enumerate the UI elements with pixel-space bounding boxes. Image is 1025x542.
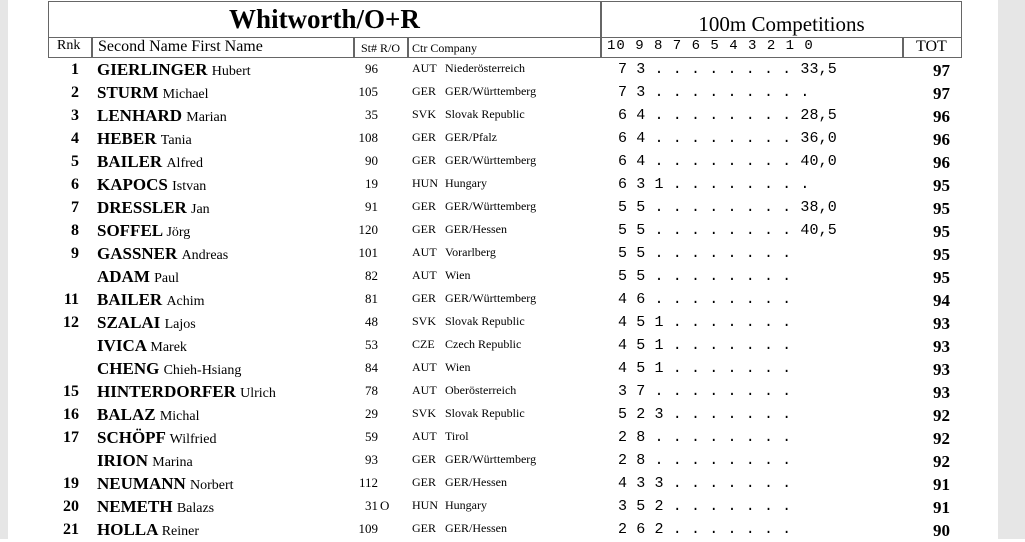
start-number: 19 [365, 176, 378, 191]
name-cell [97, 267, 179, 287]
title-box [48, 1, 601, 38]
start-number: 101 [358, 245, 378, 260]
total-cell: 95 [933, 245, 950, 264]
total-cell: 92 [933, 406, 950, 425]
rank-cell: 5 [71, 153, 79, 170]
first-name: Michal [159, 409, 200, 424]
header-rank-label: Rnk [57, 38, 81, 53]
vertical-scrollbar-track[interactable] [998, 0, 1025, 539]
first-name: Istvan [172, 179, 207, 194]
company-cell: GER/Hessen [445, 222, 507, 236]
last-name: IVICA [97, 336, 147, 355]
name-cell [97, 359, 241, 379]
start-number: 78 [365, 383, 378, 398]
start-number: 29 [365, 406, 378, 421]
name-cell [97, 451, 193, 471]
company-cell: Wien [445, 268, 471, 282]
last-name: ADAM [97, 267, 150, 286]
total-cell: 90 [933, 521, 950, 540]
shots-cell: 6 4 . . . . . . . . 40,0 [618, 153, 837, 170]
first-name: Ulrich [240, 386, 276, 401]
country-code: AUT [412, 61, 437, 75]
country-code: GER [412, 153, 436, 167]
company-cell: GER/Hessen [445, 475, 507, 489]
rank-cell: 21 [63, 521, 79, 538]
company-cell: GER/Württemberg [445, 153, 537, 167]
last-name: BALAZ [97, 405, 156, 424]
header-shots-label: 10 9 8 7 6 5 4 3 2 1 0 [607, 38, 814, 54]
last-name: HOLLA [97, 520, 158, 539]
rank-cell: 2 [71, 84, 79, 101]
shots-cell: 2 8 . . . . . . . . [618, 452, 792, 469]
total-cell: 93 [933, 383, 950, 402]
country-code: AUT [412, 360, 437, 374]
header-country-label: Ctr Company [412, 41, 477, 55]
header-shots [601, 38, 903, 58]
country-code: GER [412, 452, 436, 466]
rank-cell: 8 [71, 222, 79, 239]
name-cell [97, 198, 210, 218]
header-total [903, 38, 962, 58]
first-name: Hubert [211, 64, 251, 79]
last-name: SZALAI [97, 313, 161, 332]
last-name: SCHÖPF [97, 428, 166, 447]
last-name: IRION [97, 451, 149, 470]
country-code: AUT [412, 245, 437, 259]
company-cell: GER/Hessen [445, 521, 507, 535]
total-cell: 95 [933, 222, 950, 241]
table-row [8, 427, 998, 450]
company-cell: Wien [445, 360, 471, 374]
country-code: GER [412, 130, 436, 144]
first-name: Alfred [166, 156, 203, 171]
rank-cell: 1 [71, 61, 79, 78]
first-name: Paul [154, 271, 180, 286]
first-name: Chieh-Hsiang [163, 363, 242, 378]
name-cell [97, 83, 209, 103]
table-row [8, 128, 998, 151]
table-row [8, 381, 998, 404]
first-name: Achim [166, 294, 205, 309]
last-name: KAPOCS [97, 175, 168, 194]
start-number: 48 [365, 314, 378, 329]
shots-cell: 5 5 . . . . . . . . [618, 245, 792, 262]
first-name: Marek [150, 340, 187, 355]
last-name: NEUMANN [97, 474, 186, 493]
first-name: Marian [186, 110, 227, 125]
start-number: 91 [365, 199, 378, 214]
last-name: GIERLINGER [97, 60, 208, 79]
company-cell: GER/Württemberg [445, 84, 537, 98]
rank-cell: 4 [71, 130, 79, 147]
total-cell: 93 [933, 314, 950, 333]
total-cell: 93 [933, 337, 950, 356]
country-code: AUT [412, 268, 437, 282]
name-cell [97, 313, 196, 333]
first-name: Norbert [190, 478, 234, 493]
start-number: 93 [365, 452, 378, 467]
last-name: LENHARD [97, 106, 183, 125]
name-cell [97, 428, 216, 448]
rank-cell: 17 [63, 429, 79, 446]
start-number: 31 [365, 498, 378, 513]
name-cell [97, 290, 205, 310]
name-cell [97, 152, 203, 172]
table-row [8, 335, 998, 358]
last-name: GASSNER [97, 244, 178, 263]
name-cell [97, 106, 227, 126]
name-cell [97, 520, 199, 540]
last-name: STURM [97, 83, 159, 102]
first-name: Jörg [166, 225, 191, 240]
rank-cell: 9 [71, 245, 79, 262]
header-start [354, 38, 408, 58]
total-cell: 92 [933, 429, 950, 448]
country-code: HUN [412, 176, 438, 190]
name-cell [97, 497, 214, 517]
total-cell: 97 [933, 84, 950, 103]
country-code: GER [412, 222, 436, 236]
shots-cell: 7 3 . . . . . . . . 33,5 [618, 61, 837, 78]
last-name: HEBER [97, 129, 157, 148]
start-number: 53 [365, 337, 378, 352]
shots-cell: 3 5 2 . . . . . . . [618, 498, 792, 515]
country-code: GER [412, 199, 436, 213]
shots-cell: 5 5 . . . . . . . . 40,5 [618, 222, 837, 239]
country-code: GER [412, 291, 436, 305]
competition-box [601, 1, 962, 38]
header-start-label: St# R/O [361, 41, 401, 55]
table-row [8, 266, 998, 289]
start-number: 81 [365, 291, 378, 306]
company-cell: GER/Württemberg [445, 199, 537, 213]
table-row [8, 358, 998, 381]
name-cell [97, 474, 234, 494]
table-row [8, 404, 998, 427]
rank-cell: 12 [63, 314, 79, 331]
header-name-label: Second Name First Name [98, 38, 263, 55]
company-cell: Oberösterreich [445, 383, 517, 397]
country-code: GER [412, 84, 436, 98]
start-number: 112 [358, 475, 378, 490]
total-cell: 95 [933, 268, 950, 287]
shots-cell: 3 7 . . . . . . . . [618, 383, 792, 400]
rank-cell: 11 [63, 291, 79, 308]
table-row [8, 105, 998, 128]
first-name: Andreas [181, 248, 229, 263]
header-total-label: TOT [916, 38, 947, 55]
total-cell: 92 [933, 452, 950, 471]
company-cell: Slovak Republic [445, 107, 525, 121]
start-number: 96 [365, 61, 378, 76]
header-name [92, 38, 354, 58]
shots-cell: 7 3 . . . . . . . . . [618, 84, 810, 101]
header-rank [48, 38, 92, 58]
competition-title: 100m Competitions [698, 12, 865, 36]
rank-cell: 15 [63, 383, 79, 400]
total-cell: 97 [933, 61, 950, 80]
first-name: Jan [191, 202, 210, 217]
shots-cell: 5 5 . . . . . . . . 38,0 [618, 199, 837, 216]
last-name: BAILER [97, 290, 163, 309]
country-code: AUT [412, 429, 437, 443]
start-number: 109 [358, 521, 378, 536]
first-name: Lajos [164, 317, 196, 332]
start-number: 90 [365, 153, 378, 168]
last-name: BAILER [97, 152, 163, 171]
shots-cell: 2 8 . . . . . . . . [618, 429, 792, 446]
total-cell: 91 [933, 498, 950, 517]
start-number: 120 [358, 222, 378, 237]
total-cell: 96 [933, 107, 950, 126]
company-cell: Slovak Republic [445, 314, 525, 328]
country-code: GER [412, 475, 436, 489]
start-number: 105 [358, 84, 378, 99]
country-code: HUN [412, 498, 438, 512]
table-row [8, 151, 998, 174]
first-name: Marina [152, 455, 193, 470]
shots-cell: 5 5 . . . . . . . . [618, 268, 792, 285]
shots-cell: 5 2 3 . . . . . . . [618, 406, 792, 423]
start-number: 108 [358, 130, 378, 145]
shots-cell: 6 3 1 . . . . . . . . [618, 176, 810, 193]
company-cell: Hungary [445, 176, 487, 190]
name-cell [97, 60, 251, 80]
name-cell [97, 244, 228, 264]
rank-cell: 19 [63, 475, 79, 492]
first-name: Wilfried [169, 432, 217, 447]
first-name: Reiner [161, 524, 200, 539]
company-cell: Slovak Republic [445, 406, 525, 420]
name-cell [97, 221, 190, 241]
country-code: GER [412, 521, 436, 535]
name-cell [97, 129, 192, 149]
name-cell [97, 175, 206, 195]
company-cell: Vorarlberg [445, 245, 496, 259]
table-row [8, 197, 998, 220]
start-number: 59 [365, 429, 378, 444]
country-code: CZE [412, 337, 435, 351]
shots-cell: 6 4 . . . . . . . . 36,0 [618, 130, 837, 147]
name-cell [97, 382, 276, 402]
total-cell: 96 [933, 153, 950, 172]
total-cell: 91 [933, 475, 950, 494]
table-row [8, 220, 998, 243]
table-row [8, 496, 998, 519]
country-code: SVK [412, 406, 437, 420]
company-cell: Czech Republic [445, 337, 522, 351]
page-title: Whitworth/O+R [229, 4, 420, 34]
first-name: Balazs [176, 501, 215, 516]
shots-cell: 4 5 1 . . . . . . . [618, 337, 792, 354]
first-name: Michael [162, 87, 209, 102]
shots-cell: 4 3 3 . . . . . . . [618, 475, 792, 492]
rank-cell: 7 [71, 199, 79, 216]
country-code: SVK [412, 314, 437, 328]
rank-cell: 16 [63, 406, 79, 423]
last-name: NEMETH [97, 497, 173, 516]
results-sheet [8, 0, 998, 539]
total-cell: 96 [933, 130, 950, 149]
table-row [8, 289, 998, 312]
table-row [8, 59, 998, 82]
total-cell: 95 [933, 199, 950, 218]
company-cell: Hungary [445, 498, 487, 512]
table-row [8, 450, 998, 473]
header-country [408, 38, 601, 58]
country-code: AUT [412, 383, 437, 397]
shots-cell: 4 5 1 . . . . . . . [618, 314, 792, 331]
start-number: 84 [365, 360, 378, 375]
table-row [8, 473, 998, 496]
name-cell [97, 336, 187, 356]
last-name: SOFFEL [97, 221, 163, 240]
company-cell: Niederösterreich [445, 61, 525, 75]
table-row [8, 312, 998, 335]
company-cell: GER/Pfalz [445, 130, 497, 144]
first-name: Tania [160, 133, 192, 148]
last-name: HINTERDORFER [97, 382, 236, 401]
shots-cell: 2 6 2 . . . . . . . [618, 521, 792, 538]
start-number: 82 [365, 268, 378, 283]
table-row [8, 243, 998, 266]
relay-order: O [380, 498, 390, 513]
start-number: 35 [365, 107, 378, 122]
company-cell: Tirol [445, 429, 469, 443]
rank-cell: 6 [71, 176, 79, 193]
company-cell: GER/Württemberg [445, 452, 537, 466]
table-row [8, 174, 998, 197]
shots-cell: 6 4 . . . . . . . . 28,5 [618, 107, 837, 124]
company-cell: GER/Württemberg [445, 291, 537, 305]
shots-cell: 4 5 1 . . . . . . . [618, 360, 792, 377]
rank-cell: 20 [63, 498, 79, 515]
total-cell: 94 [933, 291, 950, 310]
table-row [8, 82, 998, 105]
name-cell [97, 405, 199, 425]
left-margin [0, 0, 8, 539]
total-cell: 95 [933, 176, 950, 195]
shots-cell: 4 6 . . . . . . . . [618, 291, 792, 308]
total-cell: 93 [933, 360, 950, 379]
country-code: SVK [412, 107, 437, 121]
last-name: CHENG [97, 359, 160, 378]
rank-cell: 3 [71, 107, 79, 124]
last-name: DRESSLER [97, 198, 187, 217]
